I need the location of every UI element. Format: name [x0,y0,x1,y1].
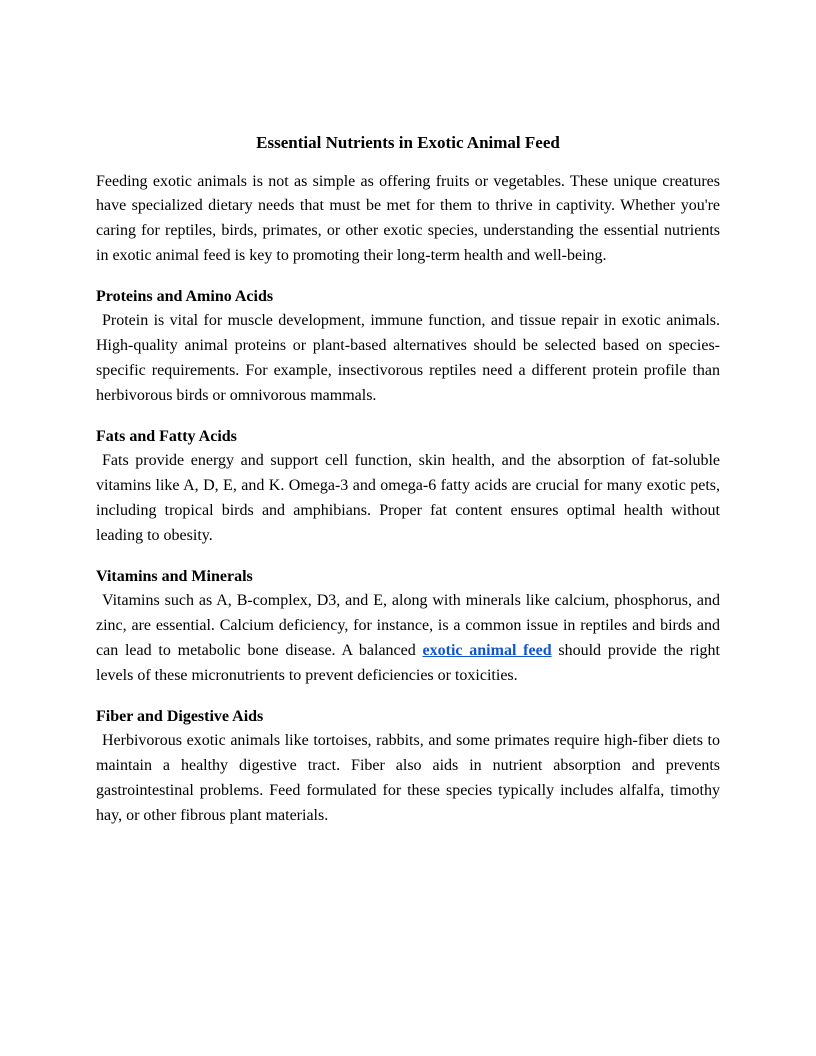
section-body-proteins: Protein is vital for muscle development, immune function, and tissue repair in exotic animals. High-quality animal proteins or plant-based alternatives should be selected based on species-specific requirements. For example, insectivorous reptiles need a different protein profile than herbivorous birds or omnivorous mammals. [96,312,720,404]
vitamins-text-before-link: Vitamins such as A, B-complex, D3, and E, along with minerals like calcium, phosphorus, and zinc, are essential. Calcium deficiency, for instance, is a common issue in reptiles and birds and can lead to metabolic bone disease. A balanced [96,592,720,660]
section-body-vitamins [96,589,720,688]
exotic-animal-feed-link[interactable]: exotic animal feed [422,642,552,660]
section-heading-vitamins: Vitamins and Minerals [96,567,253,585]
section-heading-proteins: Proteins and Amino Acids [96,287,274,305]
section-body-fats: Fats provide energy and support cell function, skin health, and the absorption of fat-soluble vitamins like A, D, E, and K. Omega-3 and omega-6 fatty acids are crucial for many exotic pets, including tropical birds and amphibians. Proper fat content ensures optimal health without leading to obesity. [96,452,720,544]
page-title: Essential Nutrients in Exotic Animal Feed [256,133,560,152]
section-heading-fiber: Fiber and Digestive Aids [96,707,264,725]
vitamins-text-after-link: should provide the right levels of these micronutrients to prevent deficiencies or toxicities. [96,642,720,684]
section-body-fiber: Herbivorous exotic animals like tortoises, rabbits, and some primates require high-fiber diets to maintain a healthy digestive tract. Fiber also aids in nutrient absorption and prevents gastrointestinal problems. Feed formulated for these species typically includes alfalfa, timothy hay, or other fibrous plant materials. [96,732,720,824]
section-heading-fats: Fats and Fatty Acids [96,427,237,445]
intro-paragraph: Feeding exotic animals is not as simple as offering fruits or vegetables. These unique creatures have specialized dietary needs that must be met for them to thrive in captivity. Whether you're caring for reptiles, birds, primates, or other exotic species, understanding the essential nutrients in exotic animal feed is key to promoting their long-term health and well-being. [96,172,720,264]
